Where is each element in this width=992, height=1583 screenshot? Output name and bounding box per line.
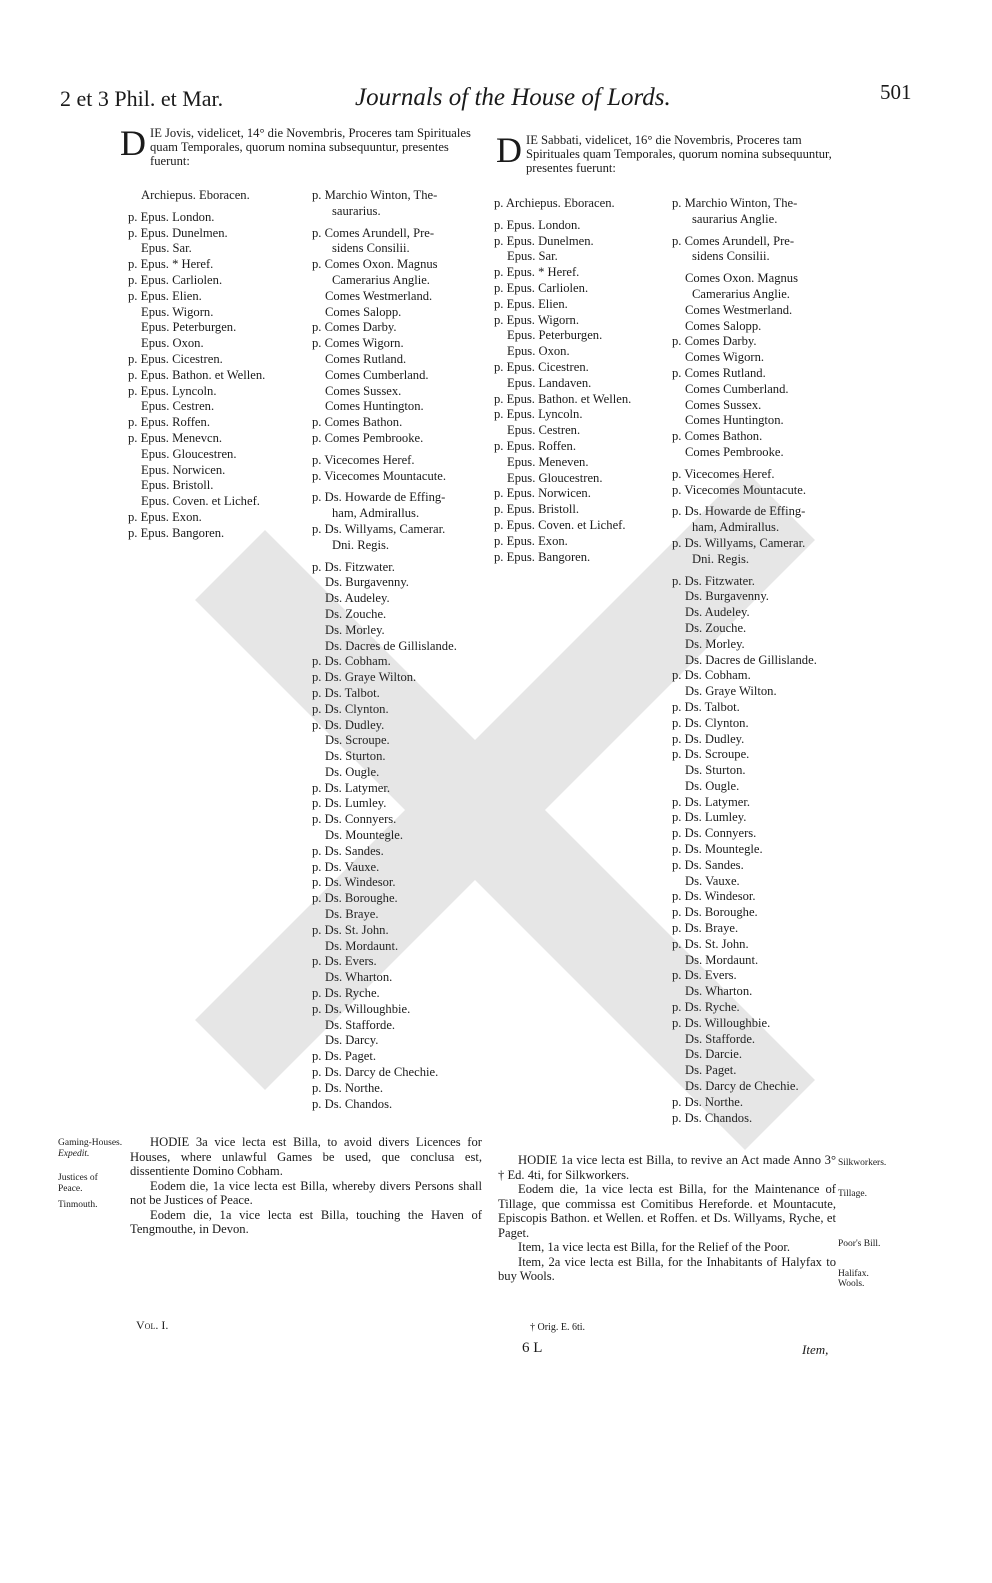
margin-note: Expedit. <box>58 1148 90 1159</box>
right-attendance-bishops <box>494 196 674 565</box>
attendance-entry: Ds. Burgavenny. <box>325 575 409 590</box>
attendance-entry: p. Ds. Chandos. <box>672 1110 753 1125</box>
right-proceedings <box>498 1153 836 1284</box>
attendance-entry: Ds. Stafforde. <box>685 1031 756 1046</box>
attendance-entry: sidens Consilii. <box>692 249 770 264</box>
attendance-entry: Ds. Sturton. <box>685 763 746 778</box>
attendance-entry: Dni. Regis. <box>332 537 390 552</box>
attendance-entry: p. Epus. London. <box>494 217 581 232</box>
left-proceedings <box>130 1135 482 1237</box>
attendance-entry: Ds. Ougle. <box>325 764 380 779</box>
attendance-entry: Comes Wigorn. <box>685 350 765 365</box>
attendance-entry: p. Ds. Sandes. <box>312 843 384 858</box>
signature-mark: 6 L <box>522 1340 543 1356</box>
attendance-entry: p. Epus. Carliolen. <box>128 272 223 287</box>
left-intro-text: IE Jovis, videlicet, 14° die Novembris, Proceres tam Spirituales quam Temporales, quorum nomina subsequuntur, presentes fuerunt: <box>150 126 471 168</box>
attendance-entry: Epus. Coven. et Lichef. <box>141 494 260 509</box>
proceeding-entry: Item, 2a vice lecta est Billa, for the Inhabitants of Halyfax to buy Wools. <box>498 1254 836 1283</box>
attendance-entry: Camerarius Anglie. <box>332 272 430 287</box>
attendance-entry: p. Epus. * Heref. <box>494 265 580 280</box>
attendance-entry: Comes Rutland. <box>325 351 407 366</box>
attendance-entry: Epus. Sar. <box>507 249 558 264</box>
attendance-entry: p. Epus. Dunelmen. <box>128 225 228 240</box>
attendance-entry: Comes Sussex. <box>685 397 762 412</box>
attendance-entry: p. Ds. Scroupe. <box>672 747 750 762</box>
attendance-entry: p. Epus. Lyncoln. <box>128 383 217 398</box>
attendance-entry: p. Epus. Elien. <box>128 288 202 303</box>
attendance-entry: p. Epus. Menevcn. <box>128 430 223 445</box>
attendance-entry: p. Ds. St. John. <box>312 922 389 937</box>
attendance-entry: saurarius Anglie. <box>692 211 778 226</box>
attendance-entry: p. Archiepus. Eboracen. <box>494 196 615 210</box>
attendance-entry: p. Ds. Howarde de Effing- <box>672 504 806 519</box>
attendance-entry: p. Epus. Roffen. <box>128 415 210 430</box>
attendance-entry: p. Ds. Windesor. <box>672 889 756 904</box>
attendance-entry: p. Ds. Willoughbie. <box>672 1015 771 1030</box>
proceeding-entry: HODIE 3a vice lecta est Billa, to avoid divers Licences for Houses, where unlawful Games be used, que conclusa est, dissentiente Domino Cobham. <box>130 1135 482 1178</box>
attendance-entry: Epus. Oxon. <box>141 336 204 351</box>
attendance-entry: Epus. Bristoll. <box>141 478 214 493</box>
attendance-entry: Comes Salopp. <box>685 318 762 333</box>
attendance-entry: Ds. Darcy de Chechie. <box>685 1079 799 1094</box>
right-intro <box>496 130 851 175</box>
attendance-entry: Epus. Cestren. <box>141 399 215 414</box>
proceeding-entry: Eodem die, 1a vice lecta est Billa, whereby divers Persons shall not be Justices of Peace. <box>130 1178 482 1207</box>
attendance-entry: Ds. Vauxe. <box>685 873 740 888</box>
attendance-entry: p. Ds. Mountegle. <box>672 842 763 857</box>
attendance-entry: p. Ds. Dudley. <box>312 717 385 732</box>
attendance-entry: Ds. Audeley. <box>325 591 390 606</box>
right-attendance-lords <box>672 196 857 1126</box>
attendance-entry: p. Comes Rutland. <box>672 365 766 380</box>
attendance-entry: Epus. Wigorn. <box>141 304 214 319</box>
attendance-entry: Ds. Morley. <box>325 622 385 637</box>
attendance-entry: p. Epus. * Heref. <box>128 257 214 272</box>
attendance-entry: p. Ds. Lumley. <box>672 810 747 825</box>
attendance-entry: sidens Consilii. <box>332 241 410 256</box>
attendance-entry: p. Comes Arundell, Pre- <box>672 233 795 248</box>
attendance-entry: p. Vicecomes Mountacute. <box>312 468 447 483</box>
left-attendance-bishops <box>128 188 303 542</box>
attendance-entry: p. Ds. Boroughe. <box>312 891 398 906</box>
attendance-entry: p. Ds. Vauxe. <box>312 859 380 874</box>
attendance-entry: p. Ds. Talbot. <box>672 699 740 714</box>
attendance-entry: p. Ds. Northe. <box>312 1080 384 1095</box>
left-intro <box>120 123 478 168</box>
attendance-entry: p. Marchio Winton, The- <box>672 196 798 210</box>
attendance-entry: Camerarius Anglie. <box>692 286 790 301</box>
attendance-entry: Epus. Peterburgen. <box>507 328 603 343</box>
attendance-entry: p. Epus. Roffen. <box>494 438 576 453</box>
margin-note: Justices of <box>58 1173 98 1183</box>
attendance-entry: p. Epus. Bristoll. <box>494 502 580 517</box>
attendance-entry: p. Ds. Latymer. <box>312 780 390 795</box>
attendance-entry: Ds. Darcie. <box>685 1047 742 1062</box>
margin-note: Tinmouth. <box>58 1200 98 1210</box>
attendance-entry: p. Ds. Howarde de Effing- <box>312 490 446 505</box>
attendance-entry: Ds. Mordaunt. <box>325 938 399 953</box>
attendance-entry: Ds. Dacres de Gillislande. <box>685 652 817 667</box>
attendance-entry: p. Ds. Connyers. <box>312 812 397 827</box>
attendance-entry: p. Epus. Bangoren. <box>128 525 225 540</box>
attendance-entry: Epus. Gloucestren. <box>141 446 237 461</box>
attendance-entry: Epus. Norwicen. <box>141 462 226 477</box>
attendance-entry: p. Ds. Boroughe. <box>672 905 758 920</box>
attendance-entry: ham, Admirallus. <box>692 520 780 535</box>
attendance-entry: p. Epus. Exon. <box>494 533 568 548</box>
attendance-entry: Ds. Morley. <box>685 636 745 651</box>
attendance-entry: p. Ds. St. John. <box>672 936 749 951</box>
attendance-entry: Epus. Cestren. <box>507 423 581 438</box>
attendance-entry: Comes Huntington. <box>685 413 784 428</box>
attendance-entry: p. Vicecomes Heref. <box>672 466 775 481</box>
attendance-entry: Ds. Stafforde. <box>325 1017 396 1032</box>
attendance-entry: p. Epus. Coven. et Lichef. <box>494 517 626 532</box>
attendance-entry: p. Marchio Winton, The- <box>312 188 438 202</box>
attendance-entry: saurarius. <box>332 203 381 218</box>
attendance-entry: p. Ds. Fitzwater. <box>672 573 755 588</box>
running-head-left: 2 et 3 Phil. et Mar. <box>60 86 224 111</box>
attendance-entry: Epus. Peterburgen. <box>141 320 237 335</box>
attendance-entry: p. Ds. Chandos. <box>312 1096 393 1111</box>
proceeding-entry: Eodem die, 1a vice lecta est Billa, touching the Haven of Tengmouthe, in Devon. <box>130 1207 482 1236</box>
attendance-entry: Ds. Audeley. <box>685 605 750 620</box>
margin-note: Wools. <box>838 1279 865 1289</box>
proceeding-entry: HODIE 1a vice lecta est Billa, to revive an Act made Anno 3° † Ed. 4ti, for Silkworkers. <box>498 1153 836 1182</box>
attendance-entry: p. Ds. Lumley. <box>312 796 387 811</box>
attendance-entry: p. Ds. Clynton. <box>312 701 389 716</box>
attendance-entry: Comes Oxon. Magnus <box>685 271 798 286</box>
attendance-entry: p. Ds. Cobham. <box>672 668 751 683</box>
attendance-entry: p. Ds. Graye Wilton. <box>312 670 417 685</box>
attendance-entry: Epus. Sar. <box>141 241 192 256</box>
attendance-entry: ham, Admirallus. <box>332 506 420 521</box>
attendance-entry: p. Epus. Elien. <box>494 296 568 311</box>
catchword: Item, <box>802 1342 829 1357</box>
attendance-entry: Ds. Ougle. <box>685 778 740 793</box>
margin-note: Poor's Bill. <box>838 1239 881 1249</box>
attendance-entry: Comes Huntington. <box>325 399 424 414</box>
attendance-entry: p. Epus. Bangoren. <box>494 549 591 564</box>
attendance-entry: Comes Sussex. <box>325 383 402 398</box>
attendance-entry: Comes Pembrooke. <box>685 444 784 459</box>
margin-note: Silkworkers. <box>838 1158 887 1168</box>
footnote: † Orig. E. 6ti. <box>530 1322 585 1333</box>
attendance-entry: Ds. Dacres de Gillislande. <box>325 638 457 653</box>
attendance-entry: Archiepus. Eboracen. <box>141 188 250 202</box>
attendance-entry: Ds. Darcy. <box>325 1033 379 1048</box>
left-margin-notes <box>58 1138 126 1211</box>
attendance-entry: Ds. Wharton. <box>685 984 753 999</box>
proceeding-entry: Eodem die, 1a vice lecta est Billa, for the Maintenance of Tillage, que commissa est Comitibus Hereforde. et Mountacute, Episcopis Bathon. et Wellen. et Roffen. et Ds. Willyams, Ryche, et Paget. <box>498 1182 836 1240</box>
left-drop-cap: D <box>120 123 146 163</box>
attendance-entry: Ds. Paget. <box>685 1063 737 1078</box>
volume-label: Vol. I. <box>136 1318 169 1332</box>
attendance-entry: p. Epus. Exon. <box>128 509 202 524</box>
attendance-entry: p. Ds. Willyams, Camerar. <box>672 535 806 550</box>
attendance-entry: p. Ds. Windesor. <box>312 875 396 890</box>
attendance-entry: p. Comes Darby. <box>672 334 757 349</box>
attendance-entry: Ds. Wharton. <box>325 970 393 985</box>
attendance-entry: Ds. Graye Wilton. <box>685 684 777 699</box>
attendance-entry: Ds. Burgavenny. <box>685 589 769 604</box>
attendance-entry: Comes Cumberland. <box>685 381 789 396</box>
attendance-entry: Comes Salopp. <box>325 304 402 319</box>
attendance-entry: Dni. Regis. <box>692 551 750 566</box>
attendance-entry: p. Ds. Paget. <box>312 1049 377 1064</box>
margin-note: Peace. <box>58 1183 83 1194</box>
attendance-entry: p. Vicecomes Heref. <box>312 452 415 467</box>
attendance-entry: Epus. Meneven. <box>507 454 589 469</box>
attendance-entry: p. Ds. Latymer. <box>672 794 750 809</box>
attendance-entry: p. Epus. Carliolen. <box>494 280 589 295</box>
attendance-entry: p. Epus. Bathon. et Wellen. <box>128 367 266 382</box>
attendance-entry: p. Ds. Fitzwater. <box>312 559 395 574</box>
attendance-entry: p. Ds. Clynton. <box>672 715 749 730</box>
attendance-entry: Ds. Scroupe. <box>325 733 390 748</box>
attendance-entry: p. Epus. Wigorn. <box>494 312 579 327</box>
margin-note: Gaming-Houses. <box>58 1138 123 1148</box>
attendance-entry: Ds. Braye. <box>325 907 379 922</box>
attendance-entry: Epus. Oxon. <box>507 344 570 359</box>
proceeding-entry: Item, 1a vice lecta est Billa, for the Relief of the Poor. <box>518 1240 791 1254</box>
attendance-entry: p. Ds. Dudley. <box>672 731 745 746</box>
attendance-entry: p. Epus. Dunelmen. <box>494 233 594 248</box>
attendance-entry: p. Comes Darby. <box>312 320 397 335</box>
attendance-entry: p. Ds. Ryche. <box>312 986 380 1001</box>
attendance-entry: p. Comes Oxon. Magnus <box>312 257 438 272</box>
left-attendance-lords <box>312 188 487 1112</box>
attendance-entry: p. Comes Pembrooke. <box>312 430 424 445</box>
attendance-entry: p. Ds. Talbot. <box>312 685 380 700</box>
attendance-entry: p. Ds. Cobham. <box>312 654 391 669</box>
attendance-entry: p. Ds. Ryche. <box>672 1000 740 1015</box>
margin-note: Halifax. <box>838 1268 869 1279</box>
attendance-entry: Ds. Zouche. <box>325 606 387 621</box>
right-margin-notes <box>838 1158 908 1290</box>
attendance-entry: Epus. Landaven. <box>507 375 592 390</box>
attendance-entry: Ds. Mordaunt. <box>685 952 759 967</box>
attendance-entry: p. Ds. Evers. <box>312 954 377 969</box>
attendance-entry: p. Comes Bathon. <box>312 415 403 430</box>
attendance-entry: p. Epus. London. <box>128 209 215 224</box>
attendance-entry: p. Epus. Cicestren. <box>494 359 589 374</box>
attendance-entry: p. Epus. Norwicen. <box>494 486 591 501</box>
attendance-entry: p. Ds. Evers. <box>672 968 737 983</box>
attendance-entry: p. Vicecomes Mountacute. <box>672 482 807 497</box>
right-intro-text: IE Sabbati, videlicet, 16° die Novembris, Proceres tam Spirituales quam Temporales, quorum nomina subsequuntur, presentes fuerunt: <box>526 133 832 175</box>
running-head-title: Journals of the House of Lords. <box>355 84 671 111</box>
attendance-entry: Comes Westmerland. <box>685 302 793 317</box>
attendance-entry: Ds. Zouche. <box>685 620 747 635</box>
attendance-entry: Ds. Sturton. <box>325 749 386 764</box>
attendance-entry: p. Comes Bathon. <box>672 429 763 444</box>
attendance-entry: p. Epus. Bathon. et Wellen. <box>494 391 632 406</box>
attendance-entry: p. Comes Arundell, Pre- <box>312 225 435 240</box>
attendance-entry: p. Ds. Darcy de Chechie. <box>312 1065 439 1080</box>
attendance-entry: p. Comes Wigorn. <box>312 336 404 351</box>
attendance-entry: p. Ds. Willyams, Camerar. <box>312 521 446 536</box>
attendance-entry: p. Ds. Northe. <box>672 1094 744 1109</box>
right-drop-cap: D <box>496 130 522 170</box>
margin-note: Tillage. <box>838 1188 867 1199</box>
attendance-entry: p. Ds. Willoughbie. <box>312 1001 411 1016</box>
attendance-entry: Comes Cumberland. <box>325 367 429 382</box>
attendance-entry: Comes Westmerland. <box>325 288 433 303</box>
attendance-entry: Ds. Mountegle. <box>325 828 404 843</box>
page-number: 501 <box>880 80 912 104</box>
attendance-entry: p. Epus. Cicestren. <box>128 351 223 366</box>
attendance-entry: p. Epus. Lyncoln. <box>494 407 583 422</box>
attendance-entry: Epus. Gloucestren. <box>507 470 603 485</box>
attendance-entry: p. Ds. Sandes. <box>672 857 744 872</box>
attendance-entry: p. Ds. Braye. <box>672 921 739 936</box>
attendance-entry: p. Ds. Connyers. <box>672 826 757 841</box>
